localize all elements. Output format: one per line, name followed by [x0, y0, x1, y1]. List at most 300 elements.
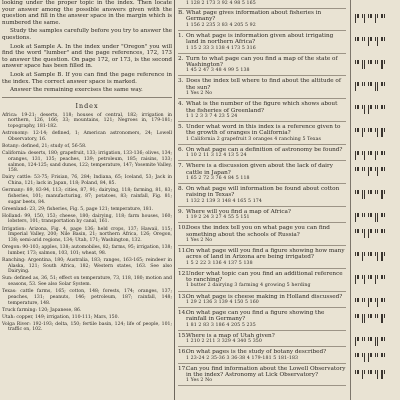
answer-space[interactable]	[355, 151, 359, 160]
answer-bar	[362, 14, 363, 18]
answer-choices: 1 210 2 211 3 329 4 340 5 350	[186, 339, 262, 345]
answer-spaces[interactable]	[355, 213, 399, 222]
answer-spaces[interactable]	[355, 151, 399, 160]
answer-space[interactable]	[375, 298, 379, 307]
question-prompt: On what page will information be found about cotton raising in Texas?	[186, 186, 340, 199]
answer-space[interactable]	[362, 337, 366, 341]
answer-bar	[370, 37, 371, 41]
answer-space[interactable]	[355, 82, 359, 91]
answer-bar	[355, 82, 356, 91]
answer-bar	[357, 353, 358, 357]
question-number: 13.	[178, 293, 188, 300]
answer-bar	[384, 275, 385, 279]
answer-bar	[381, 275, 382, 279]
answer-bar	[364, 190, 365, 199]
answer-space[interactable]	[375, 213, 379, 222]
answer-space[interactable]	[362, 353, 366, 362]
question-prompt: Where is a discussion given about the lack of dairy cattle in Japan?	[186, 163, 333, 176]
divider	[178, 206, 346, 207]
answer-bar	[362, 167, 363, 171]
answer-bar	[375, 167, 376, 171]
divider	[178, 30, 346, 31]
answer-space[interactable]	[381, 60, 385, 69]
answer-bar	[364, 314, 365, 323]
answer-bar	[355, 37, 356, 41]
answer-space[interactable]	[375, 128, 379, 137]
answer-space[interactable]	[375, 353, 379, 357]
answer-bar	[381, 314, 382, 323]
instruction-paragraph: Study the samples carefully before you try to answer the questions.	[2, 28, 172, 41]
answer-bar	[381, 370, 382, 379]
answer-choices: 1 California 2 grapefruit 3 oranges 4 ranching 5 Texas	[186, 136, 322, 142]
question-text	[178, 147, 346, 153]
question-number: 11.	[178, 248, 188, 254]
answer-bar	[370, 353, 371, 357]
answer-bar	[375, 14, 376, 23]
divider	[178, 307, 346, 308]
index-entry: Astronomy: 12-14; defined, 1; American astronomers, 24; Lowell Observatory, 16.	[2, 131, 172, 142]
answer-bar	[364, 337, 365, 341]
answer-bar	[377, 167, 378, 176]
answer-bar	[362, 314, 363, 323]
index-entry: Utah: copper, 149; irrigation, 110-111; Mars, 150.	[2, 314, 119, 320]
answer-space[interactable]	[355, 60, 359, 64]
sample-a-choices: 1 128 2 173 3 92 4 98 5 165	[186, 1, 256, 6]
index-entry: Ranching: Argentina, 180; Australia, 183; ranges, 163-165; reindeer in Alaska, 121; South Africa, 182; Western states, 163. See also Dairying.	[2, 257, 172, 275]
answer-space[interactable]	[362, 151, 366, 160]
question-item	[178, 101, 346, 121]
answer-choices: 1 Yes 2 No	[186, 237, 213, 243]
question-prompt: Under what word in this index is a reference given to the growth of oranges in California?	[186, 124, 341, 137]
question-item	[178, 349, 346, 363]
question-number: 16.	[178, 349, 188, 356]
answer-space[interactable]	[381, 298, 385, 302]
answer-choices: 1 23-24 2 35-36 3 36-38 4 179-181 5 181-183	[186, 355, 299, 361]
answer-space[interactable]	[375, 229, 379, 233]
divider	[178, 144, 346, 145]
answer-choices: 1 19 2 24 3 27 4 55 5 151	[186, 215, 250, 221]
answer-space[interactable]	[381, 190, 385, 199]
question-item	[178, 186, 346, 206]
answer-bar	[364, 60, 365, 69]
answer-bar	[375, 82, 376, 91]
answer-bar	[364, 151, 365, 160]
answer-space[interactable]	[368, 213, 372, 217]
answer-space[interactable]	[355, 167, 359, 171]
answer-bar	[368, 60, 369, 64]
answer-bar	[375, 337, 376, 346]
question-prompt: On what page can a definition of astronomy be found?	[186, 146, 343, 153]
answer-space[interactable]	[368, 151, 372, 155]
answer-space[interactable]	[381, 213, 385, 217]
index-title: Index	[75, 101, 99, 110]
answer-bar	[368, 275, 369, 279]
answer-bar	[384, 314, 385, 318]
answer-bar	[370, 314, 371, 318]
answer-spaces[interactable]	[355, 275, 399, 284]
answer-bar	[355, 252, 356, 256]
answer-bar	[368, 14, 369, 18]
divider	[178, 346, 346, 347]
answer-space[interactable]	[362, 128, 366, 137]
answer-space[interactable]	[381, 314, 385, 323]
question-item	[178, 209, 346, 223]
answer-space[interactable]	[368, 314, 372, 318]
answer-bar	[375, 151, 376, 160]
question-prompt: Under what topic can you find an additional reference to ranching?	[186, 270, 343, 284]
answer-bar	[375, 353, 376, 357]
answer-bar	[368, 190, 369, 194]
answer-space[interactable]	[355, 275, 359, 284]
answer-space[interactable]	[368, 82, 372, 86]
answer-space[interactable]	[368, 190, 372, 194]
answer-bar	[362, 128, 363, 137]
answer-spaces[interactable]	[355, 60, 399, 69]
answer-choices: 1 Yes 2 No	[186, 91, 213, 97]
question-number: 9.	[178, 208, 184, 215]
answer-spaces[interactable]	[355, 229, 399, 238]
answer-space[interactable]	[368, 105, 372, 114]
answer-space[interactable]	[375, 82, 379, 91]
question-number: 12.	[178, 270, 188, 277]
column-divider	[174, 0, 175, 400]
question-item	[178, 10, 346, 30]
question-number: 3.	[178, 78, 184, 85]
answer-bar	[384, 37, 385, 41]
answer-bar	[364, 128, 365, 132]
answer-spaces[interactable]	[355, 337, 399, 346]
answer-spaces[interactable]	[355, 353, 399, 362]
answer-bar	[370, 275, 371, 279]
answer-space[interactable]	[381, 370, 385, 379]
answer-space[interactable]	[368, 229, 372, 238]
answer-bar	[384, 105, 385, 109]
answer-space[interactable]	[355, 128, 359, 132]
answer-space[interactable]	[355, 213, 359, 222]
question-text	[178, 209, 346, 215]
answer-space[interactable]	[375, 337, 379, 346]
question-item	[178, 124, 346, 144]
answer-bar	[381, 337, 382, 341]
answer-bar	[362, 229, 363, 233]
answer-spaces[interactable]	[355, 82, 399, 91]
question-prompt: What page gives information about fisheries in Germany?	[186, 10, 322, 23]
answer-bar	[364, 353, 365, 362]
answer-bar	[355, 213, 356, 222]
answer-bar	[364, 14, 365, 23]
answer-space[interactable]	[362, 14, 366, 23]
answer-bar	[377, 353, 378, 357]
answer-space[interactable]	[375, 190, 379, 194]
answer-bar	[370, 167, 371, 171]
question-prompt: Does the index tell where to find about the altitude of the sun?	[186, 78, 341, 91]
answer-spaces[interactable]	[355, 252, 399, 261]
divider	[178, 291, 346, 292]
answer-space[interactable]	[362, 213, 366, 217]
answer-space[interactable]	[355, 229, 359, 233]
question-prompt: On what page will you find a figure showing how many acres of land in Arizona are being irrigated?	[186, 248, 345, 261]
answer-choices: 1 15 2 33 3 138 4 173 5 316	[186, 45, 256, 51]
answer-bar	[381, 190, 382, 199]
answer-spaces[interactable]	[355, 190, 399, 199]
answer-bar	[355, 128, 356, 132]
answer-spaces[interactable]	[355, 128, 399, 137]
divider	[178, 330, 346, 331]
answer-choices: 1 132 2 139 3 148 4 165 5 174	[186, 198, 262, 204]
question-item	[178, 33, 346, 53]
answer-space[interactable]	[362, 370, 366, 379]
answer-strip	[350, 0, 400, 400]
answer-space[interactable]	[368, 60, 372, 64]
answer-bar	[368, 82, 369, 86]
question-prompt: Where is a map of Utah given?	[186, 332, 275, 339]
divider	[178, 268, 346, 269]
answer-bar	[381, 151, 382, 155]
answer-space[interactable]	[355, 37, 359, 41]
answer-space[interactable]	[368, 128, 372, 132]
answer-bar	[384, 82, 385, 86]
answer-choices: 1 10 2 11 3 12 4 13 5 24	[186, 153, 247, 159]
answer-space[interactable]	[381, 353, 385, 357]
question-number: 4.	[178, 101, 184, 108]
answer-space[interactable]	[375, 167, 379, 176]
question-item	[178, 294, 346, 308]
question-list	[178, 10, 346, 386]
answer-space[interactable]	[362, 82, 366, 86]
answer-space[interactable]	[355, 105, 359, 109]
question-text	[178, 271, 346, 284]
answer-bar	[370, 298, 371, 302]
answer-space[interactable]	[355, 337, 359, 346]
answer-bar	[364, 229, 365, 238]
answer-bar	[368, 370, 369, 374]
answer-space[interactable]	[368, 14, 372, 18]
answer-space[interactable]	[368, 370, 372, 374]
answer-space[interactable]	[355, 353, 359, 357]
answer-choices: 1 29 2 136 3 139 4 150 5 160	[186, 299, 259, 305]
answer-bar	[381, 252, 382, 261]
answer-bar	[375, 37, 376, 41]
answer-bar	[355, 337, 356, 346]
answer-choices: 1 45 2 47 3 48 4 99 5 138	[186, 68, 250, 74]
instruction-paragraph: looking under the proper topic in the index. Then locate your answer among the possible answers given with the question and fill in the answer space in the margin which is numbered the same.	[2, 0, 172, 26]
answer-space[interactable]	[362, 229, 366, 238]
answer-space[interactable]	[381, 252, 385, 261]
divider	[178, 53, 346, 54]
answer-bar	[370, 14, 371, 18]
answer-bar	[377, 213, 378, 222]
answer-bar	[377, 14, 378, 18]
instruction-paragraph: Answer the remaining exercises the same way.	[10, 87, 143, 94]
answer-bar	[375, 105, 376, 109]
question-number: 17.	[178, 365, 188, 372]
answer-space[interactable]	[375, 37, 379, 46]
answer-bar	[357, 190, 358, 194]
answer-bar	[368, 229, 369, 238]
answer-spaces[interactable]	[355, 14, 399, 23]
answer-space[interactable]	[375, 314, 379, 318]
question-number: 6.	[178, 146, 184, 153]
answer-bar	[355, 60, 356, 64]
answer-space[interactable]	[368, 353, 372, 362]
answer-spaces[interactable]	[355, 370, 399, 379]
answer-space[interactable]	[381, 167, 385, 171]
answer-space[interactable]	[362, 252, 366, 261]
question-prompt: On what page can you find a figure showing the rainfall in Germany?	[186, 310, 325, 323]
answer-spaces[interactable]	[355, 37, 399, 46]
answer-space[interactable]	[362, 105, 366, 114]
answer-bar	[384, 190, 385, 194]
answer-choices: 1 65 2 72 3 76 4 84 5 118	[186, 175, 250, 181]
answer-space[interactable]	[362, 60, 366, 69]
question-text	[178, 33, 346, 46]
answer-space[interactable]	[375, 105, 379, 109]
divider	[178, 385, 346, 386]
answer-space[interactable]	[375, 151, 379, 160]
question-item	[178, 163, 346, 183]
answer-bar	[377, 275, 378, 279]
index-entry: Texas: cattle farms, 165; cotton, 148; forests, 174; oranges, 137; peaches, 131; peanuts, 146; petroleum, 187; rainfall, 148; temperature, 148.	[2, 289, 172, 306]
answer-bar	[364, 370, 365, 374]
answer-spaces[interactable]	[355, 298, 399, 307]
answer-bar	[362, 213, 363, 217]
answer-bar	[377, 151, 378, 155]
answer-bar	[364, 167, 365, 171]
answer-choices: 1 1 2 3 3 7 4 23 5 24	[186, 113, 238, 119]
answer-bar	[381, 353, 382, 357]
answer-bar	[370, 337, 371, 341]
divider	[178, 8, 346, 9]
answer-space[interactable]	[362, 275, 366, 284]
answer-bar	[364, 213, 365, 217]
question-item	[178, 78, 346, 98]
answer-space[interactable]	[368, 298, 372, 307]
question-text	[178, 366, 346, 379]
instruction-paragraph: Look at Sample B. If you can find the page reference in the index. The correct answer space is marked.	[2, 71, 172, 85]
divider	[178, 121, 346, 122]
answer-space[interactable]	[362, 190, 366, 199]
answer-space[interactable]	[375, 14, 379, 23]
index-entry: California: deserts, 180; grapefruit, 133; irrigation, 133-136; olives, 134; oranges, 131, 135; peaches, 139; petroleum, 185; raisins, 133; salmon, 124-125; sand dunes, 122; temperature, 147; Yosemite Valley, 158.	[2, 151, 172, 174]
answer-bar	[368, 151, 369, 155]
answer-bar	[362, 151, 363, 155]
answer-space[interactable]	[362, 37, 366, 41]
answer-space[interactable]	[355, 370, 359, 374]
answer-space[interactable]	[368, 167, 372, 176]
instructions	[2, 0, 172, 94]
question-item	[178, 366, 346, 386]
answer-bar	[357, 298, 358, 302]
question-text	[178, 310, 346, 323]
answer-bar	[375, 128, 376, 132]
answer-bar	[377, 128, 378, 137]
answer-bar	[357, 275, 358, 279]
answer-bar	[384, 337, 385, 341]
answer-space[interactable]	[375, 370, 379, 379]
question-text	[178, 294, 346, 300]
answer-space[interactable]	[375, 252, 379, 261]
answer-bar	[370, 229, 371, 233]
answer-bar	[362, 190, 363, 199]
answer-bar	[370, 213, 371, 217]
answer-choices: 1 5 2 22 3 136 4 137 5 138	[186, 260, 253, 266]
answer-space[interactable]	[381, 229, 385, 233]
answer-bar	[384, 370, 385, 374]
answer-bar	[355, 229, 356, 233]
answer-bar	[377, 105, 378, 109]
answer-bar	[375, 370, 376, 374]
answer-space[interactable]	[362, 314, 366, 323]
answer-bar	[377, 252, 378, 261]
index-entry: Oregon: 90-103; apples, 138; automobiles, 82; farms, 95; irrigation, 138; lumber, 173; salmon, 103, 101; wheat, 98.	[2, 245, 172, 256]
index-entry: Africa: 19-21; deserts, 118; houses of central, 182; irrigation in northern, 126, 166; 33; mountains, 121; Negroes in, 179-181; topography, 181-182.	[2, 112, 172, 130]
index-entry: Truck farming: 120; Japanese, 86.	[2, 307, 82, 313]
answer-space[interactable]	[381, 275, 385, 279]
answer-space[interactable]	[375, 60, 379, 64]
answer-space[interactable]	[368, 37, 372, 46]
answer-space[interactable]	[368, 337, 372, 341]
question-prompt: Where will you find a map of Africa?	[186, 208, 291, 215]
answer-space[interactable]	[381, 337, 385, 341]
answer-bar	[357, 229, 358, 233]
answer-bar	[381, 82, 382, 86]
answer-space[interactable]	[381, 151, 385, 155]
question-item	[178, 56, 346, 76]
answer-space[interactable]	[362, 298, 366, 302]
answer-bar	[357, 370, 358, 374]
answer-space[interactable]	[362, 167, 366, 171]
answer-bar	[364, 82, 365, 86]
index-list	[2, 113, 172, 333]
divider	[178, 75, 346, 76]
answer-space[interactable]	[355, 298, 359, 302]
answer-bar	[368, 37, 369, 46]
answer-space[interactable]	[381, 82, 385, 86]
question-text	[178, 349, 346, 355]
answer-space[interactable]	[355, 252, 359, 256]
answer-bar	[357, 213, 358, 217]
answer-bar	[355, 105, 356, 109]
answer-space[interactable]	[368, 252, 372, 256]
answer-space[interactable]	[368, 275, 372, 279]
answer-space[interactable]	[355, 314, 359, 318]
answer-bar	[370, 252, 371, 256]
question-prompt: On what page is information given about irrigating land in northern Africa?	[186, 32, 334, 46]
answer-spaces[interactable]	[355, 105, 399, 114]
answer-space[interactable]	[381, 37, 385, 41]
answer-space[interactable]	[355, 14, 359, 23]
answer-space[interactable]	[381, 128, 385, 137]
answer-space[interactable]	[375, 275, 379, 284]
answer-bar	[355, 298, 356, 302]
question-item	[178, 248, 346, 268]
question-number: 15.	[178, 332, 188, 339]
answer-bar	[370, 151, 371, 155]
answer-bar	[362, 337, 363, 341]
answer-space[interactable]	[381, 14, 385, 18]
answer-spaces[interactable]	[355, 167, 399, 176]
answer-space[interactable]	[355, 190, 359, 194]
answer-space[interactable]	[381, 105, 385, 109]
answer-bar	[355, 151, 356, 160]
answer-bar	[375, 275, 376, 284]
question-item	[178, 271, 346, 291]
divider	[178, 363, 346, 364]
answer-bar	[375, 252, 376, 256]
answer-bar	[384, 229, 385, 233]
answer-spaces[interactable]	[355, 314, 399, 323]
index-entry: Irrigation: Arizona, Fig. 4, page 136; held crops, 137; Hawaii, 115; Imperial Valley, 200; Nile Basin, 21; northern Africa, 126; Oregon, 138; semi-arid regions, 134; Utah, 171; Washington, 132.	[2, 226, 172, 243]
